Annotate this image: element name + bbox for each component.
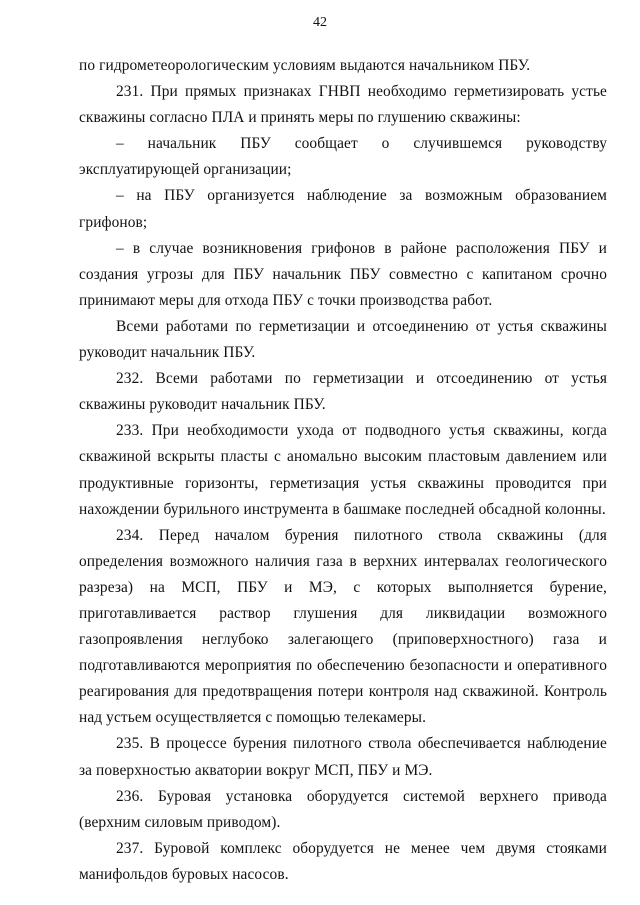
paragraph-231: 231. При прямых признаках ГНВП необходимо герметизировать устье скважины согласно ПЛА и принять меры по глушению скважины: (79, 83, 607, 127)
page-number: 42 (313, 15, 327, 30)
paragraph-231-item-2: – на ПБУ организуется наблюдение за возможным образованием грифонов; (79, 187, 607, 231)
paragraph-231-item-3: – в случае возникновения грифонов в районе расположения ПБУ и создания угрозы для ПБУ начальник ПБУ совместно с капитаном срочно принимают меры для отхода ПБУ с точки производства работ. (79, 239, 607, 309)
paragraph-233: 233. При необходимости ухода от подводного устья скважины, когда скважиной вскрыты пласты с аномально высоким пластовым давлением или продуктивные горизонты, герметизация устья скважины проводится при нахождении бурильного инструмента в башмаке последней обсадной колонны. (79, 422, 607, 518)
paragraph-235: 235. В процессе бурения пилотного ствола обеспечивается наблюдение за поверхностью акватории вокруг МСП, ПБУ и МЭ. (79, 735, 607, 779)
paragraph-continuation: по гидрометеорологическим условиям выдаются начальником ПБУ. (79, 57, 531, 74)
paragraph-234: 234. Перед началом бурения пилотного ствола скважины (для определения возможного наличия газа в верхних интервалах геологического разреза) на МСП, ПБУ и МЭ, с которых выполняется бурение, приготавливается раствор глушения для ликвидации возможного газопроявления неглубоко залегающего (приповерхностного) газа и подготавливаются мероприятия по обеспечению безопасности и оперативного реагирования для предотвращения потери контроля над скважиной. Контроль над устьем осуществляется с помощью телекамеры. (79, 526, 607, 727)
paragraph-231-note: Всеми работами по герметизации и отсоединению от устья скважины руководит начальник ПБУ. (79, 317, 607, 362)
paragraph-231-item-1: – начальник ПБУ сообщает о случившемся руководству эксплуатирующей организации; (79, 135, 607, 179)
paragraph-237: 237. Буровой комплекс оборудуется не менее чем двумя стояками манифольдов буровых насосов. (79, 839, 607, 883)
paragraph-232: 232. Всеми работами по герметизации и отсоединению от устья скважины руководит начальник ПБУ. (79, 370, 607, 414)
paragraph-236: 236. Буровая установка оборудуется системой верхнего привода (верхним силовым приводом). (79, 787, 607, 831)
document-body (79, 53, 607, 888)
